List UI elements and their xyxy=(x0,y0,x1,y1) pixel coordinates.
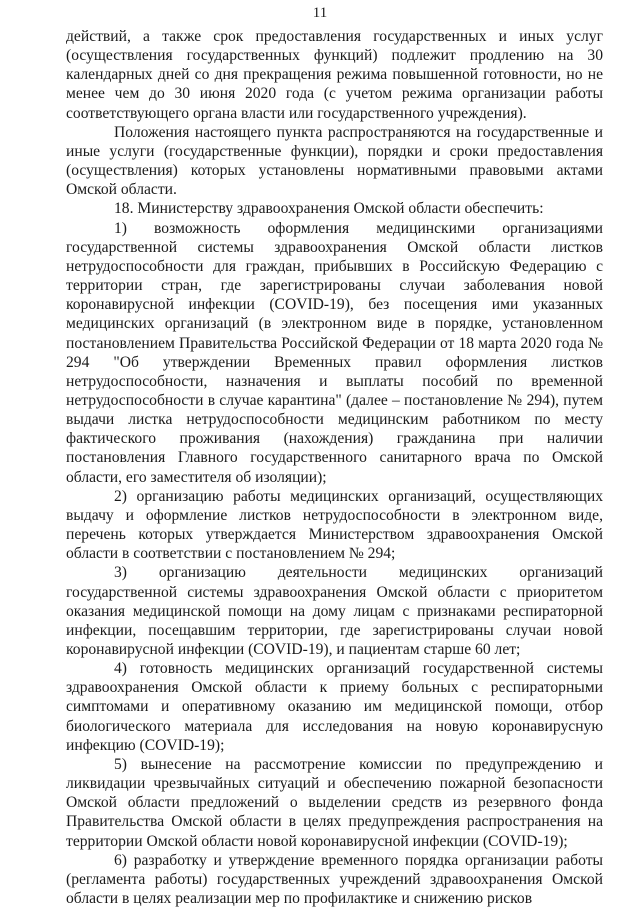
paragraph-subitem-4: 4) готовность медицинских организаций государственной системы здравоохранения Омской области к приему больных с респираторными симптомами и оперативному оказанию им медицинской помощи, отбор биологического материала для исследования на новую коронавирусную инфекцию (COVID-19); xyxy=(66,660,603,754)
document-body xyxy=(66,27,603,908)
paragraph-continuation: действий, а также срок предоставления государственных и иных услуг (осуществления государственных функций) подлежит продлению на 30 календарных дней со дня прекращения режима повышенной готовности, но не менее чем до 30 июня 2020 года (с учетом режима организации работы соответствующего органа власти или государственного учреждения). xyxy=(66,28,603,122)
paragraph-scope: Положения настоящего пункта распространяются на государственные и иные услуги (государственные функции), порядки и сроки предоставления (осуществления) которых установлены нормативными правовыми актами Омской области. xyxy=(66,123,603,199)
paragraph-subitem-6: 6) разработку и утверждение временного порядка организации работы (регламента работы) государственных учреждений здравоохранения Омской области в целях реализации мер по профилактике и снижению рисков xyxy=(66,851,603,908)
paragraph-item-18: 18. Министерству здравоохранения Омской области обеспечить: xyxy=(114,200,544,218)
page-number: 11 xyxy=(312,5,328,21)
paragraph-subitem-5: 5) вынесение на рассмотрение комиссии по предупреждению и ликвидации чрезвычайных ситуаций и обеспечению пожарной безопасности Омской области предложений о выделении средств из резервного фонда Правительства Омской области в целях предупреждения распространения на территории Омской области новой коронавирусной инфекции (COVID-19); xyxy=(66,755,603,850)
paragraph-subitem-2: 2) организацию работы медицинских организаций, осуществляющих выдачу и оформление листков нетрудоспособности в электронном виде, перечень которых утверждается Министерством здравоохранения Омской области в соответствии с постановлением № 294; xyxy=(66,487,603,563)
paragraph-subitem-3: 3) организацию деятельности медицинских организаций государственной системы здравоохранения Омской области с приоритетом оказания медицинской помощи на дому лицам с признаками респираторной инфекции, посещавшим территории, где зарегистрированы случаи новой коронавирусной инфекции (COVID-19), и пациентам старше 60 лет; xyxy=(66,564,603,658)
paragraph-subitem-1: 1) возможность оформления медицинскими организациями государственной системы здравоохранения Омской области листков нетрудоспособности для граждан, прибывших в Российскую Федерацию с территории стран, где зарегистрированы случаи заболевания новой коронавирусной инфекции (COVID-19), без посещения ими указанных медицинских организаций (в электронном виде в порядке, установленном постановлением Правительства Российской Федерации от 18 марта 2020 года № 294 "Об утверждении Временных правил оформления листков нетрудоспособности, назначения и выплаты пособий по временной нетрудоспособности в случае карантина" (далее – постановление № 294), путем выдачи листка нетрудоспособности медицинским работником по месту фактического проживания (нахождения) гражданина при наличии постановления Главного государственного санитарного врача по Омской области, его заместителя об изоляции); xyxy=(66,219,603,486)
